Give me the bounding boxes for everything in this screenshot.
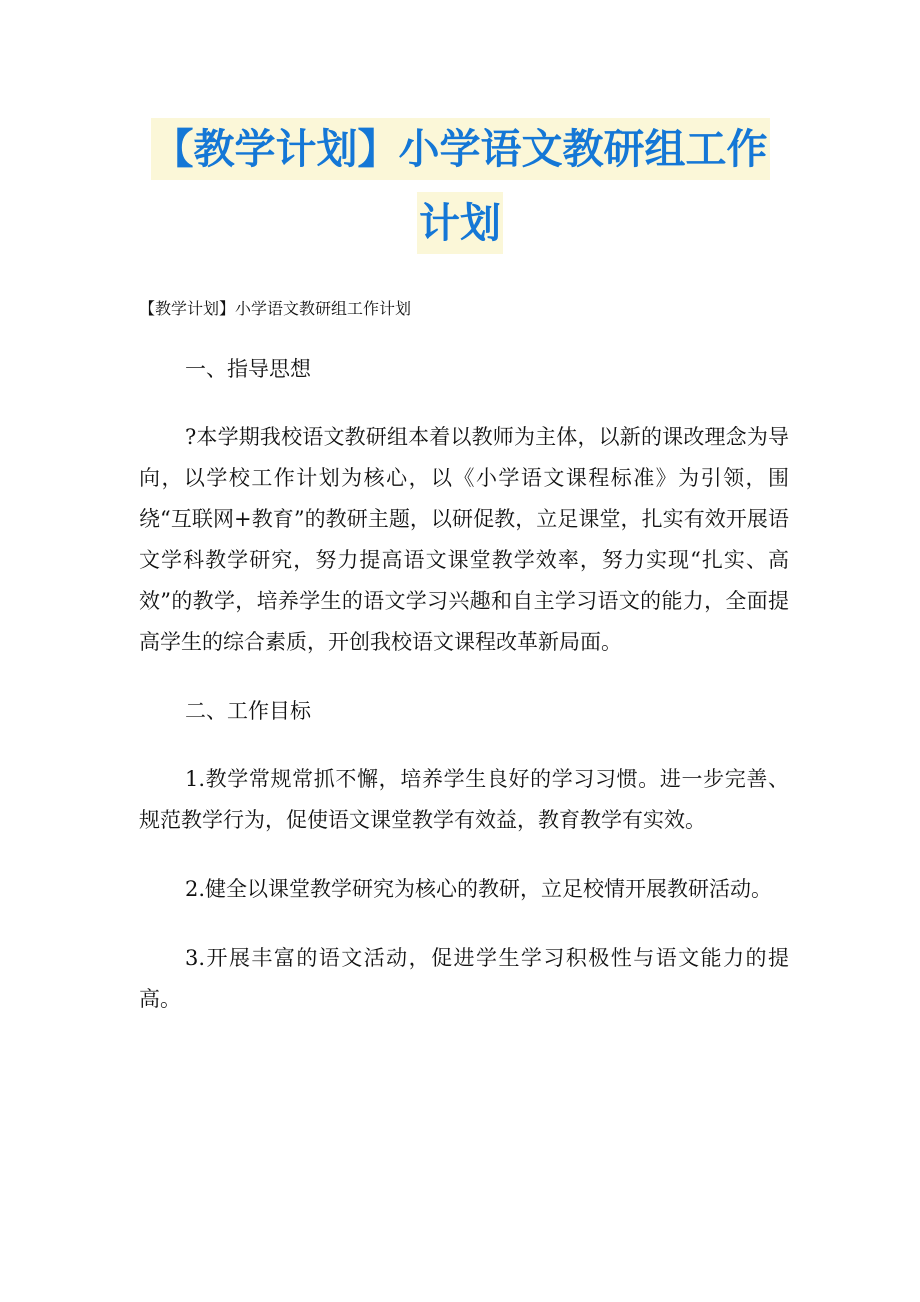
title-line-1: 【教学计划】小学语文教研组工作 <box>151 118 770 180</box>
document-title <box>0 118 920 254</box>
section-heading-work-goals: 二、工作目标 <box>185 699 311 723</box>
paragraph-goal-2: 2.健全以课堂教学研究为核心的教研，立足校情开展教研活动。 <box>185 877 773 901</box>
paragraph-goal-3: 3.开展丰富的语文活动，促进学生学习积极性与语文能力的提高。 <box>139 946 789 1011</box>
title-line-2: 计划 <box>417 192 503 254</box>
section-heading-guiding-ideology: 一、指导思想 <box>185 357 311 381</box>
paragraph-goal-1: 1.教学常规常抓不懈，培养学生良好的学习习惯。进一步完善、规范教学行为，促使语文课堂教学有效益，教育教学有实效。 <box>139 767 789 832</box>
paragraph-guiding-ideology: ?本学期我校语文教研组本着以教师为主体，以新的课改理念为导向，以学校工作计划为核心，以《小学语文课程标准》为引领，围绕“互联网+教育”的教研主题，以研促教，立足课堂，扎实有效开展语文学科教学研究，努力提高语文课堂教学效率，努力实现“扎实、高效”的教学，培养学生的语文学习兴趣和自主学习语文的能力，全面提高学生的综合素质，开创我校语文课程改革新局面。 <box>139 425 789 654</box>
document-body <box>139 291 789 1048</box>
document-subtitle: 【教学计划】小学语文教研组工作计划 <box>139 299 412 318</box>
